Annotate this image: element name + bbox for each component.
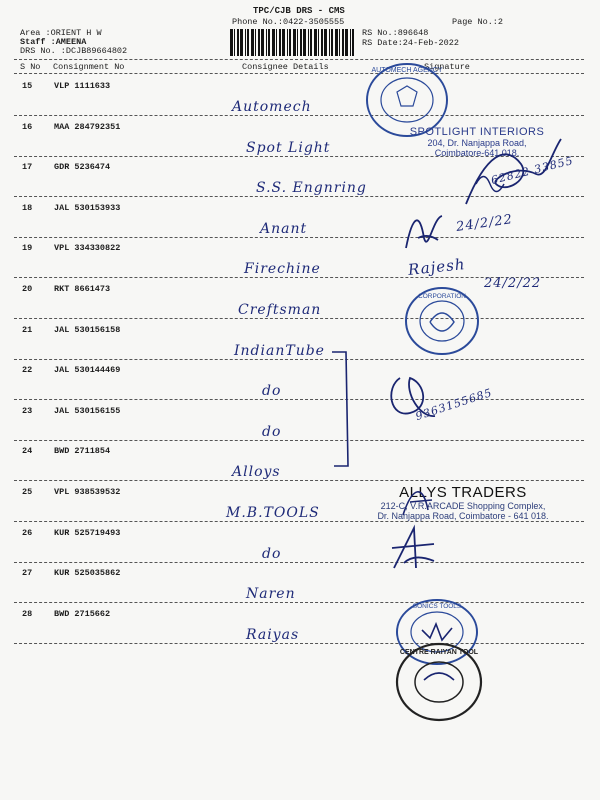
row-sno: 27 [22,568,33,579]
row-divider [14,602,584,603]
row-consignment: VPL 938539532 [54,487,121,497]
column-consignment: Consignment No [53,62,125,72]
row-consignee-handwritten: do [262,383,282,400]
row-consignee-handwritten: IndianTube [234,342,325,359]
row-sno: 17 [22,162,33,173]
row-consignee-handwritten: Naren [246,586,296,603]
svg-text:AUTOMECH AGENCY: AUTOMECH AGENCY [371,67,443,74]
row-consignment: MAA 284792351 [54,121,121,132]
area-field: Area :ORIENT H W [20,28,102,38]
row-consignment: VPL 334330822 [54,243,121,254]
corporation-round-stamp [402,284,482,358]
date-handwritten-2: 24/2/22 [484,276,542,291]
page-number: Page No.:2 [452,17,504,27]
row-sno: 26 [22,527,33,538]
row-divider [14,440,584,441]
allys-address-1: 212-C, V.R.ARCADE Shopping Complex, [380,501,546,511]
row-sno: 24 [22,446,33,457]
row-consignment: RKT 8661473 [54,284,111,294]
row-sno: 15 [22,81,33,91]
bracket-mark [330,350,354,470]
barcode [230,29,355,56]
spotlight-address-2: Coimbatore-641 018. [434,148,520,158]
row-divider [14,237,584,238]
raiyan-round-stamp [394,640,484,724]
signature-scribble-4 [398,480,438,520]
row-consignee-handwritten: do [262,545,282,562]
row-consignment: BWD 2715662 [54,608,111,619]
row-consignment: KUR 525035862 [54,568,121,579]
svg-text:SONICS TOOLS: SONICS TOOLS [412,603,462,610]
row-consignment: KUR 525719493 [54,527,121,538]
column-consignee: Consignee Details [242,62,329,72]
row-sno: 23 [22,405,33,416]
row-divider [14,399,584,400]
svg-text:CENTRE RAIYAN TOOL: CENTRE RAIYAN TOOL [399,649,479,656]
rs-date: RS Date:24-Feb-2022 [362,38,459,48]
row-divider [14,480,584,481]
phone-number: Phone No.:0422-3505555 [232,17,345,27]
row-consignee-handwritten: Automech [232,99,312,115]
row-consignment: JAL 530144469 [54,365,121,376]
row-consignment: JAL 530156158 [54,324,121,335]
signature-scribble-2 [398,208,448,256]
rs-number: RS No.:896648 [362,28,429,38]
drs-number: DRS No. :DCJB89664802 [20,46,128,56]
spotlight-name: SPOTLIGHT INTERIORS [409,126,545,138]
row-divider [14,359,584,360]
row-divider [14,115,584,116]
header-divider-top [14,59,584,60]
phone-handwritten-1: 62822 33855 [489,153,575,188]
row-consignment: VLP 1111633 [54,81,111,91]
row-sno: 28 [22,608,33,619]
row-consignee-handwritten: S.S. Engnring [256,180,367,197]
row-consignment: GDR 5236474 [54,162,111,173]
row-consignee-handwritten: Alloys [232,464,281,481]
allys-name: ALLYS TRADERS [399,484,527,501]
row-consignee-handwritten: Raiyas [246,626,300,643]
signature-scribble-3 [380,368,450,428]
row-consignee-handwritten: Creftsman [238,302,322,318]
row-sno: 20 [22,284,33,294]
allys-traders-stamp [358,484,568,521]
row-divider [14,643,584,644]
row-sno: 19 [22,243,33,254]
spotlight-address-1: 204, Dr. Nanjappa Road, [427,138,527,148]
row-consignee-handwritten: M.B.TOOLS [226,505,320,521]
row-consignment: BWD 2711854 [54,446,111,457]
row-sno: 25 [22,487,33,497]
column-signature: Signature [424,62,470,72]
row-sno: 22 [22,365,33,376]
row-consignment: JAL 530153933 [54,202,121,213]
row-divider [14,521,584,522]
signature-rajesh: Rajesh [407,255,467,279]
drs-title: TPC/CJB DRS - CMS [253,6,345,16]
header-divider-bottom [14,73,584,74]
row-consignee-handwritten: Firechine [244,261,321,278]
allys-address-2: Dr. Nanjappa Road, Coimbatore - 641 018. [377,511,549,521]
row-consignee-handwritten: Anant [260,220,308,237]
row-consignee-handwritten: do [262,423,282,440]
row-divider [14,562,584,563]
row-consignment: JAL 530156155 [54,405,121,416]
date-handwritten-1: 24/2/22 [455,212,514,235]
row-sno: 16 [22,121,33,132]
row-consignee-handwritten: Spot Light [246,139,331,156]
signature-scribble-5 [384,518,444,578]
svg-text:CORPORATION: CORPORATION [418,293,466,300]
row-divider [14,318,584,319]
phone-handwritten-2: 9363155685 [413,385,495,424]
row-sno: 18 [22,202,33,213]
staff-field: Staff :AMEENA [20,37,87,47]
column-sno: S No [20,62,41,72]
row-sno: 21 [22,324,33,335]
